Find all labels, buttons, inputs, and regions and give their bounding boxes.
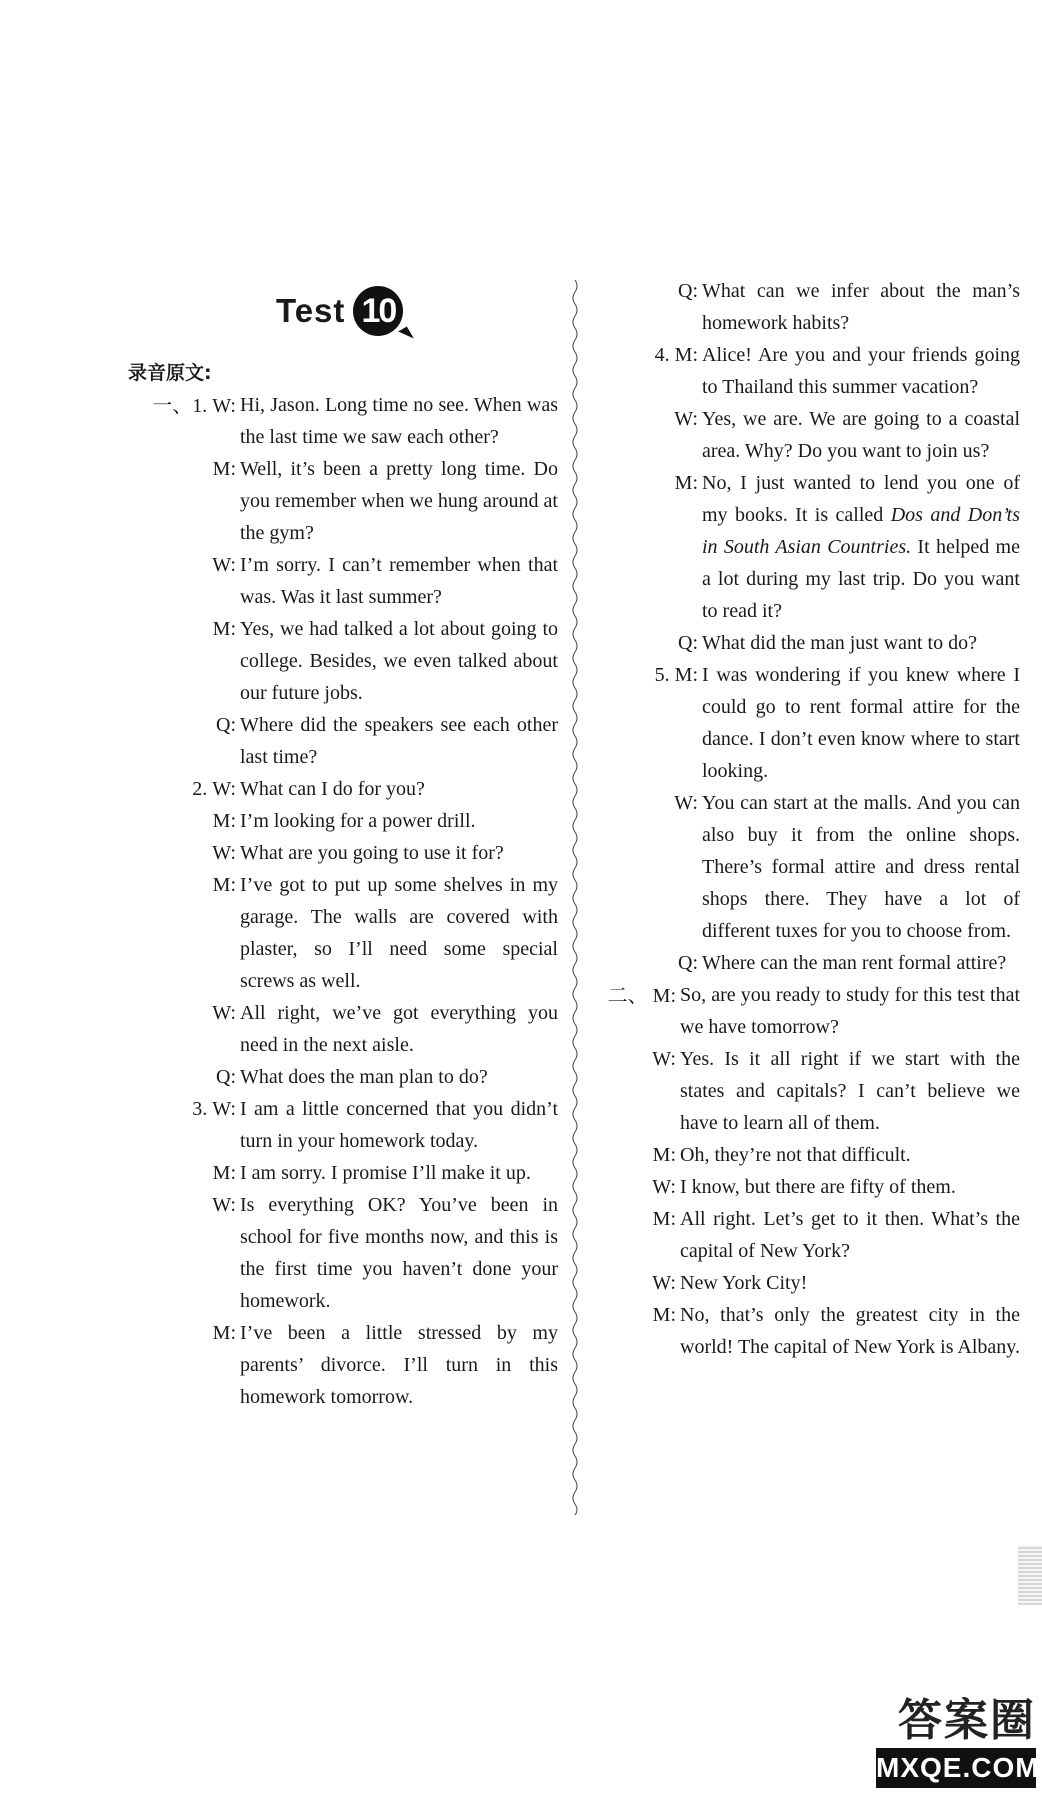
speaker-label: W: bbox=[212, 395, 236, 417]
speaker-label: M: bbox=[212, 810, 236, 832]
speaker-label: M: bbox=[212, 1162, 236, 1184]
section-number: 二、 bbox=[607, 983, 648, 1007]
dialogue-line bbox=[138, 997, 558, 1061]
line-text: Alice! Are you and your friends going to Thailand this summer vacation? bbox=[702, 344, 1020, 398]
test-title bbox=[276, 286, 403, 336]
line-text: Yes, we had talked a lot about going to college. Besides, we even talked about our future jobs. bbox=[240, 618, 558, 704]
dialogue-line bbox=[600, 1043, 1020, 1139]
line-text: You can start at the malls. And you can also buy it from the online shops. There’s formal attire and dress rental shops there. They have a lot of different tuxes for you to choose from. bbox=[702, 792, 1020, 942]
column-divider bbox=[571, 280, 579, 1515]
dialogue-line bbox=[138, 1157, 558, 1189]
line-text: What did the man just want to do? bbox=[702, 632, 977, 654]
dialogue-line bbox=[600, 1171, 1020, 1203]
dialogue-line bbox=[600, 403, 1020, 467]
speaker-label: W: bbox=[212, 778, 236, 800]
item-number: 2. bbox=[192, 778, 208, 800]
speaker-label: W: bbox=[652, 1176, 676, 1198]
item-number: 1. bbox=[192, 395, 208, 417]
speaker-label: M: bbox=[212, 458, 236, 480]
speaker-label: Q: bbox=[678, 632, 698, 654]
dialogue-line bbox=[138, 837, 558, 869]
line-text: I am sorry. I promise I’ll make it up. bbox=[240, 1162, 531, 1184]
dialogue-line bbox=[600, 979, 1020, 1043]
watermark-logo bbox=[876, 1695, 1040, 1792]
right-column bbox=[600, 275, 1020, 1363]
dialogue-line bbox=[600, 339, 1020, 403]
dialogue-line bbox=[600, 467, 1020, 627]
line-text: No, that’s only the greatest city in the world! The capital of New York is Albany. bbox=[680, 1304, 1020, 1358]
dialogue-line bbox=[600, 1139, 1020, 1171]
dialogue-line bbox=[138, 389, 558, 453]
line-text: I was wondering if you knew where I could go to rent formal attire for the dance. I don’t even know where to start looking. bbox=[702, 664, 1020, 782]
line-text: What are you going to use it for? bbox=[240, 842, 504, 864]
speaker-label: M: bbox=[674, 664, 698, 686]
line-text: I am a little concerned that you didn’t turn in your homework today. bbox=[240, 1098, 558, 1152]
dialogue-line bbox=[600, 659, 1020, 787]
dialogue-line bbox=[138, 1061, 558, 1093]
speaker-label: M: bbox=[652, 1304, 676, 1326]
speaker-label: Q: bbox=[678, 280, 698, 302]
dialogue-line bbox=[600, 627, 1020, 659]
speaker-label: Q: bbox=[678, 952, 698, 974]
dialogue-line bbox=[600, 1203, 1020, 1267]
dialogue-line bbox=[600, 1267, 1020, 1299]
dialogue-line bbox=[600, 1299, 1020, 1363]
transcript-heading: 录音原文: bbox=[128, 362, 212, 384]
watermark-top: 答案圈 bbox=[898, 1695, 1036, 1746]
speaker-label: W: bbox=[212, 1002, 236, 1024]
title-word: Test bbox=[276, 292, 346, 329]
dialogue-line bbox=[138, 613, 558, 709]
dialogue-line bbox=[138, 549, 558, 613]
dialogue-line bbox=[138, 773, 558, 805]
dialogue-line bbox=[600, 275, 1020, 339]
speaker-label: M: bbox=[212, 618, 236, 640]
line-text: Where did the speakers see each other last time? bbox=[240, 714, 558, 768]
speaker-label: Q: bbox=[216, 1066, 236, 1088]
speaker-label: W: bbox=[674, 408, 698, 430]
speaker-label: M: bbox=[674, 472, 698, 494]
page-edge-mark bbox=[1018, 1545, 1042, 1605]
test-number: 10 bbox=[353, 286, 403, 336]
speaker-label: M: bbox=[652, 985, 676, 1007]
speaker-label: M: bbox=[212, 1322, 236, 1344]
speaker-label: W: bbox=[652, 1048, 676, 1070]
dialogue-line bbox=[138, 1189, 558, 1317]
line-text: Well, it’s been a pretty long time. Do you remember when we hung around at the gym? bbox=[240, 458, 558, 544]
book-title: Dos and Don’ts in South Asian Countries. bbox=[702, 504, 1021, 558]
speaker-label: Q: bbox=[216, 714, 236, 736]
speaker-label: W: bbox=[652, 1272, 676, 1294]
test-number-badge bbox=[353, 286, 403, 336]
dialogue-line bbox=[138, 805, 558, 837]
line-text: Yes, we are. We are going to a coastal area. Why? Do you want to join us? bbox=[702, 408, 1020, 462]
dialogue-line bbox=[138, 453, 558, 549]
speaker-label: M: bbox=[652, 1208, 676, 1230]
line-text: What can I do for you? bbox=[240, 778, 425, 800]
dialogue-line bbox=[600, 947, 1020, 979]
speaker-label: M: bbox=[212, 874, 236, 896]
line-text: Where can the man rent formal attire? bbox=[702, 952, 1007, 974]
line-text: Is everything OK? You’ve been in school for five months now, and this is the first time you haven’t done your homework. bbox=[240, 1194, 558, 1312]
speaker-label: W: bbox=[212, 1098, 236, 1120]
line-text: So, are you ready to study for this test that we have tomorrow? bbox=[680, 984, 1020, 1038]
speaker-label: W: bbox=[674, 792, 698, 814]
speaker-label: W: bbox=[212, 554, 236, 576]
speaker-label: W: bbox=[212, 1194, 236, 1216]
line-text: I’m sorry. I can’t remember when that was. Was it last summer? bbox=[240, 554, 558, 608]
watermark-url: MXQE.COM bbox=[876, 1748, 1036, 1788]
item-number: 4. bbox=[654, 344, 670, 366]
line-text: I’ve got to put up some shelves in my garage. The walls are covered with plaster, so I’ll need some special screws as well. bbox=[240, 874, 558, 992]
section-number: 一、 bbox=[152, 393, 193, 417]
line-text: Yes. Is it all right if we start with the states and capitals? I can’t believe we have to learn all of them. bbox=[680, 1048, 1020, 1134]
dialogue-line bbox=[138, 1317, 558, 1413]
dialogue-line bbox=[600, 787, 1020, 947]
dialogue-line bbox=[138, 869, 558, 997]
line-text: I know, but there are fifty of them. bbox=[680, 1176, 956, 1198]
badge-tail-icon bbox=[399, 326, 415, 343]
speaker-label: M: bbox=[652, 1144, 676, 1166]
item-number: 5. bbox=[654, 664, 670, 686]
item-number: 3. bbox=[192, 1098, 208, 1120]
speaker-label: W: bbox=[212, 842, 236, 864]
line-text: I’ve been a little stressed by my parents’ divorce. I’ll turn in this homework tomorrow. bbox=[240, 1322, 558, 1408]
dialogue-line bbox=[138, 1093, 558, 1157]
line-text: All right. Let’s get to it then. What’s the capital of New York? bbox=[680, 1208, 1020, 1262]
line-text: What does the man plan to do? bbox=[240, 1066, 488, 1088]
speaker-label: M: bbox=[674, 344, 698, 366]
line-text: All right, we’ve got everything you need in the next aisle. bbox=[240, 1002, 558, 1056]
dialogue-line bbox=[138, 709, 558, 773]
line-text: What can we infer about the man’s homework habits? bbox=[702, 280, 1020, 334]
line-text: Hi, Jason. Long time no see. When was the last time we saw each other? bbox=[240, 394, 558, 448]
left-column bbox=[128, 357, 558, 1413]
line-text: Oh, they’re not that difficult. bbox=[680, 1144, 911, 1166]
line-text: I’m looking for a power drill. bbox=[240, 810, 476, 832]
line-text: New York City! bbox=[680, 1272, 808, 1294]
line-text: No, I just wanted to lend you one of my books. It is called Dos and Don’ts in South Asian Countries. It helped me a lot during my last trip. Do you want to read it? bbox=[702, 472, 1021, 622]
